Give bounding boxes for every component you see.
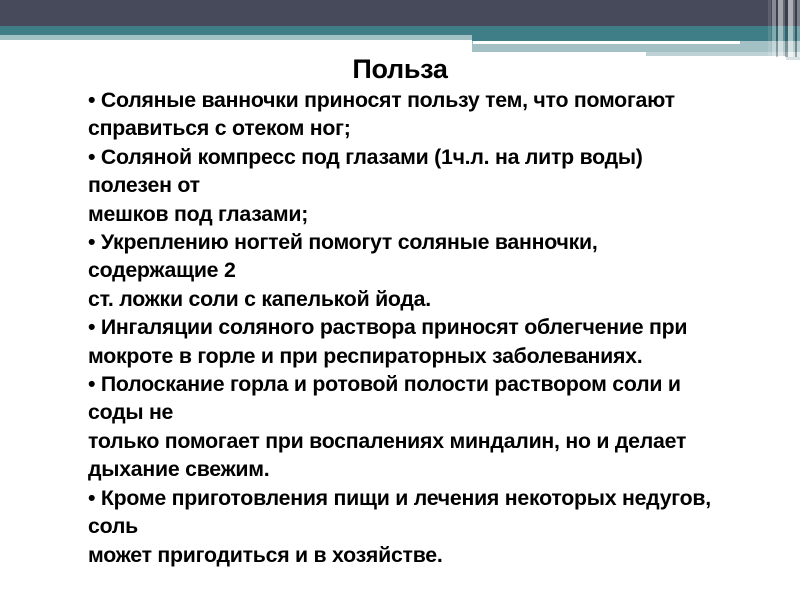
body-line: соды не <box>88 400 174 425</box>
header-band-pale-left <box>0 35 472 40</box>
body-line: ст. ложки соли с капелькой йода. <box>88 286 431 311</box>
body-line: содержащие 2 <box>88 258 236 283</box>
body-line: • Соляные ванночки приносят пользу тем, что помогают <box>88 88 675 112</box>
body-line: • Кроме приготовления пищи и лечения некоторых недугов, <box>88 485 711 510</box>
body-line: соль <box>88 514 138 539</box>
header-accent-stripes <box>768 0 800 57</box>
body-line: • Ингаляции соляного раствора приносят облегчение при <box>88 315 688 340</box>
body-line: может пригодиться и в хозяйстве. <box>88 542 443 567</box>
body-line: дыхание свежим. <box>88 457 270 482</box>
body-line: мешков под глазами; <box>88 201 309 226</box>
header-white-stripe <box>473 41 740 44</box>
body-line: мокроте в горле и при респираторных заболеваниях. <box>88 343 643 368</box>
body-line: справиться с отеком ног; <box>88 116 351 141</box>
slide-title: Польза <box>352 54 448 84</box>
vertical-accent-stripe <box>768 0 771 57</box>
body-line: • Соляной компресс под глазами (1ч.л. на литр воды) <box>88 144 643 169</box>
body-line: полезен от <box>88 173 200 198</box>
slide-body <box>88 86 792 569</box>
body-line: • Укреплению ногтей помогут соляные ванночки, <box>88 230 598 255</box>
header-block-teal-right <box>472 26 800 41</box>
body-line: только помогает при воспалениях миндалин, но и делает <box>88 428 687 453</box>
body-line: • Полоскание горла и ротовой полости раствором соли и <box>88 372 681 397</box>
header-band-dark <box>0 0 800 26</box>
